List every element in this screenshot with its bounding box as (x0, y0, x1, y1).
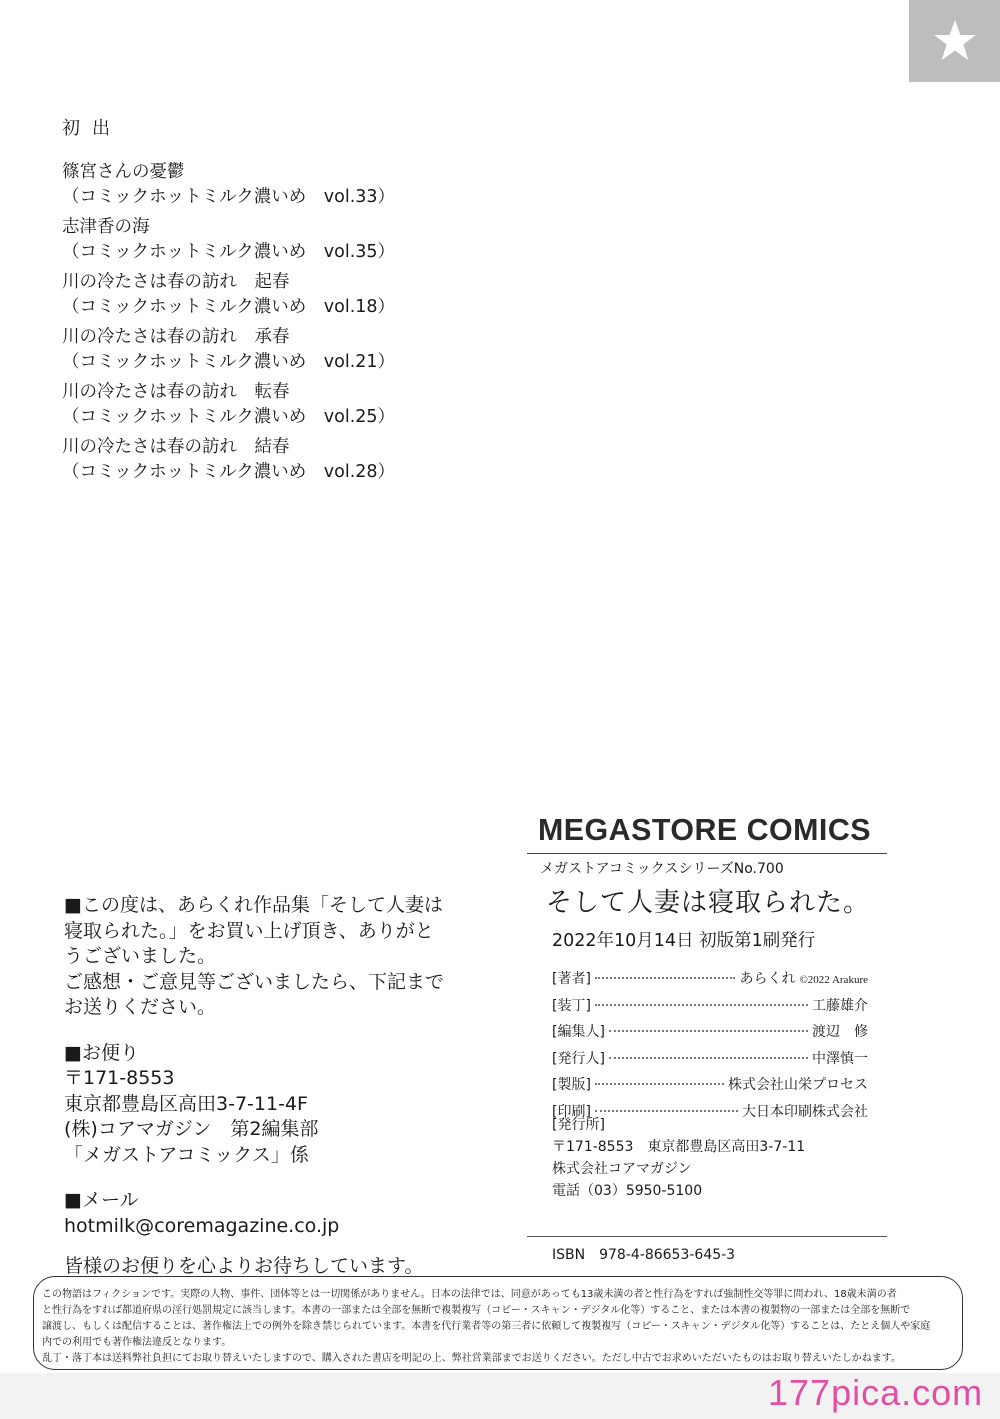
series-number: メガストアコミックスシリーズNo.700 (540, 861, 784, 877)
message-line: 寝取られた。」をお買い上げ頂き、ありがと (64, 919, 434, 942)
credit-name: 株式会社山栄プロセス (728, 1077, 868, 1093)
leader-dots (595, 1083, 724, 1085)
source-item (62, 325, 422, 380)
credit-name: 中澤慎一 (812, 1050, 868, 1067)
disclaimer-line: 内での利用でも著作権法違反となります。 (42, 1337, 232, 1348)
sources-list (62, 160, 422, 490)
leader-dots (595, 1004, 808, 1006)
message-line: ■この度は、あらくれ作品集「そして人妻は (64, 894, 443, 916)
source-venue: （コミックホットミルク濃いめ vol.25） (62, 407, 396, 427)
source-title: 川の冷たさは春の訪れ 転春 (62, 382, 290, 402)
credit-role: [製版] (552, 1077, 591, 1093)
credit-name: 大日本印刷株式会社 (742, 1103, 868, 1120)
disclaimer-line: 乱丁・落丁本は送料弊社負担にてお取り替えいたしますので、購入された書店を明記の上、弊社営業部までお送りください。ただし中古でお求めいただいたものはお取り替えいたしかねます。 (42, 1353, 901, 1364)
leader-dots (609, 1030, 808, 1032)
email-heading: ■メール (64, 1189, 139, 1211)
message-line: うございました。 (64, 945, 217, 967)
divider (527, 853, 887, 854)
message-line: ご感想・ご意見等ございましたら、下記まで (64, 970, 445, 993)
publisher-role: [発行所] (552, 1117, 605, 1133)
mail-address: 東京都豊島区高田3-7-11-4F (64, 1092, 308, 1115)
isbn: ISBN 978-4-86653-645-3 (552, 1247, 736, 1263)
credit-row (552, 1048, 868, 1075)
closing-message: 皆様のお便りを心よりお待ちしています。 (64, 1255, 424, 1277)
source-venue: （コミックホットミルク濃いめ vol.33） (62, 187, 396, 207)
publisher-company: 株式会社コアマガジン (552, 1161, 692, 1177)
first-appearance-heading: 初出 (62, 118, 122, 139)
publisher-phone: 電話（03）5950-5100 (552, 1183, 703, 1199)
publisher-address: 〒171-8553 東京都豊島区高田3-7-11 (552, 1139, 806, 1155)
imprint-logo: MEGASTORE COMICS (538, 812, 872, 847)
source-title: 川の冷たさは春の訪れ 結春 (62, 437, 290, 457)
disclaimer-line: この物語はフィクションです。実際の人物、事件、団体等とは一切関係がありません。日本の法律では、同意があっても13歳未満の者と性行為をすれば強制性交等罪に問われ、18歳未満の者 (42, 1289, 897, 1300)
divider (527, 1236, 887, 1237)
source-venue: （コミックホットミルク濃いめ vol.18） (62, 297, 396, 317)
reader-message (64, 893, 494, 1239)
copyright-notice: ©2022 Arakure (799, 974, 868, 986)
site-watermark: 177pica.com (768, 1372, 984, 1413)
leader-dots (609, 1057, 808, 1059)
source-item (62, 380, 422, 435)
credits-list (552, 968, 868, 1127)
source-title: 篠宮さんの憂鬱 (62, 162, 185, 182)
credit-name: 渡辺 修 (812, 1024, 868, 1040)
disclaimer-line: と性行為をすれば都道府県の淫行処罰規定に該当します。本書の一部または全部を無断で複製複写（コピー・スキャン・デジタル化等）すること、または本書の複製物の一部または全部を無断で (42, 1305, 911, 1316)
mail-department: (株)コアマガジン 第2編集部 (64, 1118, 319, 1140)
credit-role: [著者] (552, 971, 591, 987)
source-item (62, 215, 422, 270)
legal-disclaimer (42, 1287, 958, 1367)
source-venue: （コミックホットミルク濃いめ vol.35） (62, 242, 396, 262)
source-title: 川の冷たさは春の訪れ 承春 (62, 327, 290, 347)
disclaimer-line: 譲渡し、もしくは配信することは、著作権法上での例外を除き禁じられています。本書を代行業者等の第三者に依頼して複製複写（コピー・スキャン・デジタル化等）することは、たとえ個人や家庭 (42, 1321, 931, 1332)
credit-row (552, 995, 868, 1022)
book-title: そして人妻は寝取られた。 (546, 888, 871, 918)
credit-row (552, 1074, 868, 1101)
mail-postcode: 〒171-8553 (64, 1067, 175, 1089)
credit-role: [発行人] (552, 1050, 605, 1067)
credit-role: [印刷] (552, 1103, 591, 1120)
star-icon (931, 17, 979, 65)
source-venue: （コミックホットミルク濃いめ vol.28） (62, 462, 396, 482)
publication-date: 2022年10月14日 初版第1刷発行 (552, 931, 816, 951)
message-line: お送りください。 (64, 996, 217, 1018)
source-title: 川の冷たさは春の訪れ 起春 (62, 272, 290, 292)
source-item (62, 270, 422, 325)
credit-role: [装丁] (552, 997, 591, 1014)
publisher-info (552, 1114, 805, 1202)
credit-name: あらくれ (739, 971, 796, 987)
source-item (62, 160, 422, 215)
credit-role: [編集人] (552, 1024, 605, 1040)
email-address: hotmilk@coremagazine.co.jp (64, 1214, 340, 1237)
credit-row (552, 968, 868, 995)
leader-dots (595, 977, 736, 979)
mail-heading: ■お便り (64, 1041, 139, 1064)
leader-dots (595, 1110, 738, 1112)
source-item (62, 435, 422, 490)
source-title: 志津香の海 (62, 217, 150, 237)
credit-name: 工藤雄介 (812, 997, 868, 1014)
source-venue: （コミックホットミルク濃いめ vol.21） (62, 352, 396, 372)
corner-star-box (909, 0, 1000, 82)
mail-attention: 「メガストアコミックス」係 (64, 1143, 309, 1166)
credit-row (552, 1021, 868, 1048)
